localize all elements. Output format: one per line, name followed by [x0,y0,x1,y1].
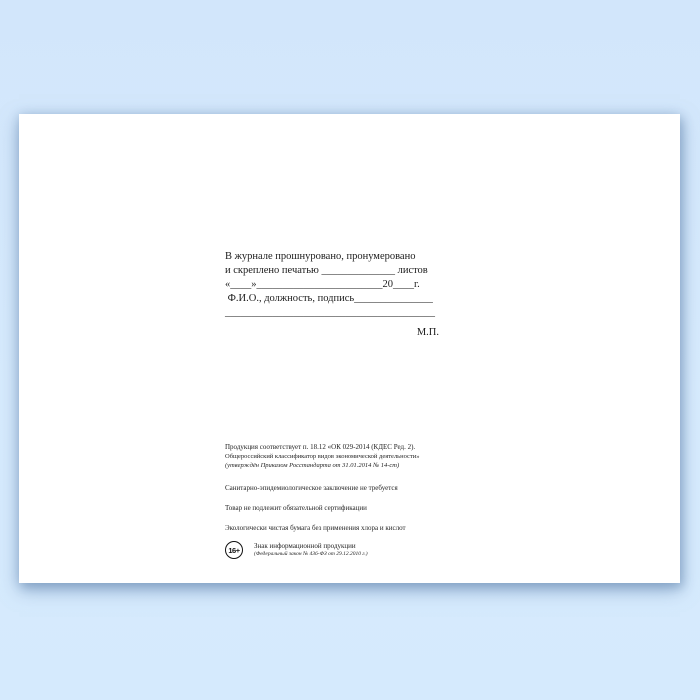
stamp-line-1: В журнале прошнуровано, пронумеровано [225,251,416,262]
compliance-block [225,443,455,559]
ecology-note: Экологически чистая бумага без применения хлора и кислот [225,524,406,532]
certification-note: Товар не подлежит обязательной сертификации [225,504,367,512]
compliance-line-3: (утверждён Приказом Росстандарта от 31.01.2014 № 14-ст) [225,462,400,469]
stamp-line-5: ________________________________________ [225,307,435,318]
age-rating-law: (Федеральный закон № 436-ФЗ от 29.12.2010 г.) [254,551,368,557]
age-rating-title: Знак информационной продукции [254,542,356,550]
seal-mark: М.П. [416,327,439,338]
age-rating [225,541,455,559]
stamp-line-4: Ф.И.О., должность, подпись_______________ [225,293,433,304]
journal-back-page [19,114,680,583]
sanitary-note: Санитарно-эпидемиологическое заключение не требуется [225,484,398,492]
stamp-block [225,250,439,340]
stamp-line-3: «____»________________________20____г. [225,279,420,290]
age-rating-text [254,541,368,558]
compliance-line-2: Общероссийский классификатор видов экономической деятельности» [225,453,420,460]
age-rating-16plus-icon: 16+ [225,541,243,559]
stamp-line-2: и скреплено печатью ______________ листов [225,265,428,276]
compliance-line-1: Продукция соответствует п. 18.12 «ОК 029-2014 (КДЕС Ред. 2). [225,443,416,451]
